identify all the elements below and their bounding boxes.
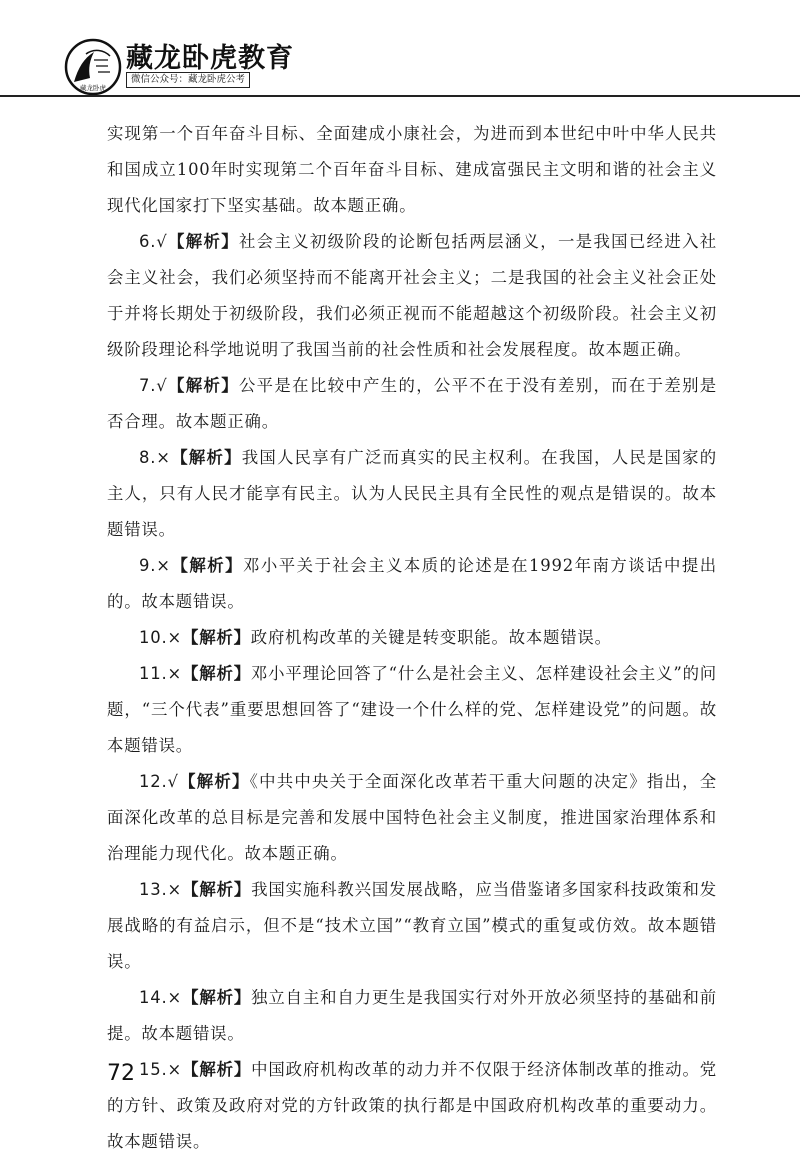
item-text: 中国政府机构改革的动力并不仅限于经济体制改革的推动。党的方针、政策及政府对党的方针政策的执行都是中国政府机构改革的重要动力。故本题错误。 bbox=[107, 1060, 717, 1151]
item-list bbox=[107, 224, 717, 1160]
answer-mark: × bbox=[167, 1060, 183, 1079]
analysis-tag: 【解析】 bbox=[182, 988, 252, 1007]
item-text: 邓小平关于社会主义本质的论述是在1992年南方谈话中提出的。故本题错误。 bbox=[107, 556, 717, 611]
analysis-tag: 【解析】 bbox=[182, 664, 251, 683]
svg-text:藏龙卧虎: 藏龙卧虎 bbox=[80, 84, 106, 92]
explanation-item bbox=[107, 548, 717, 620]
analysis-tag: 【解析】 bbox=[182, 628, 251, 647]
answer-mark: √ bbox=[167, 772, 179, 791]
item-number: 14. bbox=[139, 988, 168, 1007]
item-text: 邓小平理论回答了“什么是社会主义、怎样建设社会主义”的问题，“三个代表”重要思想回答了“建设一个什么样的党、怎样建设党”的问题。故本题错误。 bbox=[107, 664, 717, 755]
item-text: 我国实施科教兴国发展战略，应当借鉴诸多国家科技政策和发展战略的有益启示，但不是“技术立国”“教育立国”模式的重复或仿效。故本题错误。 bbox=[107, 880, 717, 971]
analysis-tag: 【解析】 bbox=[170, 556, 243, 575]
explanation-item bbox=[107, 872, 717, 980]
analysis-tag: 【解析】 bbox=[182, 880, 252, 899]
item-text: 社会主义初级阶段的论断包括两层涵义，一是我国已经进入社会主义社会，我们必须坚持而不能离开社会主义；二是我国的社会主义社会正处于并将长期处于初级阶段，我们必须正视而不能超越这个初级阶段。社会主义初级阶段理论科学地说明了我国当前的社会性质和社会发展程度。故本题正确。 bbox=[107, 232, 717, 359]
item-number: 11. bbox=[139, 664, 168, 683]
analysis-tag: 【解析】 bbox=[182, 1060, 252, 1079]
explanation-item bbox=[107, 440, 717, 548]
answer-mark: × bbox=[156, 556, 171, 575]
explanation-item bbox=[107, 620, 717, 656]
explanation-item bbox=[107, 1052, 717, 1160]
item-number: 12. bbox=[139, 772, 168, 791]
explanation-item bbox=[107, 368, 717, 440]
answer-mark: × bbox=[167, 988, 183, 1007]
item-text: 公平是在比较中产生的，公平不在于没有差别，而在于差别是否合理。故本题正确。 bbox=[107, 376, 717, 431]
intro-paragraph: 实现第一个百年奋斗目标、全面建成小康社会，为进而到本世纪中叶中华人民共和国成立100年时实现第二个百年奋斗目标、建成富强民主文明和谐的社会主义现代化国家打下坚实基础。故本题正确。 bbox=[107, 124, 717, 215]
analysis-tag: 【解析】 bbox=[178, 772, 250, 791]
brand-subtitle: 微信公众号：藏龙卧虎公考 bbox=[126, 72, 250, 88]
item-number: 15. bbox=[139, 1060, 168, 1079]
explanation-item bbox=[107, 764, 717, 872]
header-divider bbox=[0, 95, 800, 97]
answer-mark: √ bbox=[156, 232, 168, 251]
page-number: 72 bbox=[107, 1061, 135, 1086]
brand-logo-icon bbox=[64, 38, 122, 96]
item-text: 政府机构改革的关键是转变职能。故本题错误。 bbox=[250, 628, 612, 647]
answer-mark: √ bbox=[156, 376, 168, 395]
explanation-item bbox=[107, 656, 717, 764]
answer-mark: × bbox=[167, 880, 183, 899]
item-text: 《中共中央关于全面深化改革若干重大问题的决定》指出，全面深化改革的总目标是完善和发展中国特色社会主义制度，推进国家治理体系和治理能力现代化。故本题正确。 bbox=[107, 772, 717, 863]
explanation-item bbox=[107, 224, 717, 368]
analysis-tag: 【解析】 bbox=[170, 448, 242, 467]
answer-mark: × bbox=[167, 628, 183, 647]
item-text: 我国人民享有广泛而真实的民主权利。在我国，人民是国家的主人，只有人民才能享有民主。认为人民民主具有全民性的观点是错误的。故本题错误。 bbox=[107, 448, 717, 539]
item-number: 6. bbox=[139, 232, 157, 251]
item-number: 7. bbox=[139, 376, 157, 395]
analysis-tag: 【解析】 bbox=[167, 232, 239, 251]
answer-mark: × bbox=[156, 448, 171, 467]
answer-mark: × bbox=[167, 664, 183, 683]
item-number: 13. bbox=[139, 880, 168, 899]
answer-explanations bbox=[107, 116, 717, 1160]
item-number: 10. bbox=[139, 628, 168, 647]
item-number: 9. bbox=[139, 556, 157, 575]
analysis-tag: 【解析】 bbox=[167, 376, 239, 395]
item-text: 独立自主和自力更生是我国实行对外开放必须坚持的基础和前提。故本题错误。 bbox=[107, 988, 717, 1043]
page-header bbox=[0, 0, 800, 98]
brand-title: 藏龙卧虎教育 bbox=[126, 43, 294, 74]
explanation-item bbox=[107, 980, 717, 1052]
item-number: 8. bbox=[139, 448, 157, 467]
